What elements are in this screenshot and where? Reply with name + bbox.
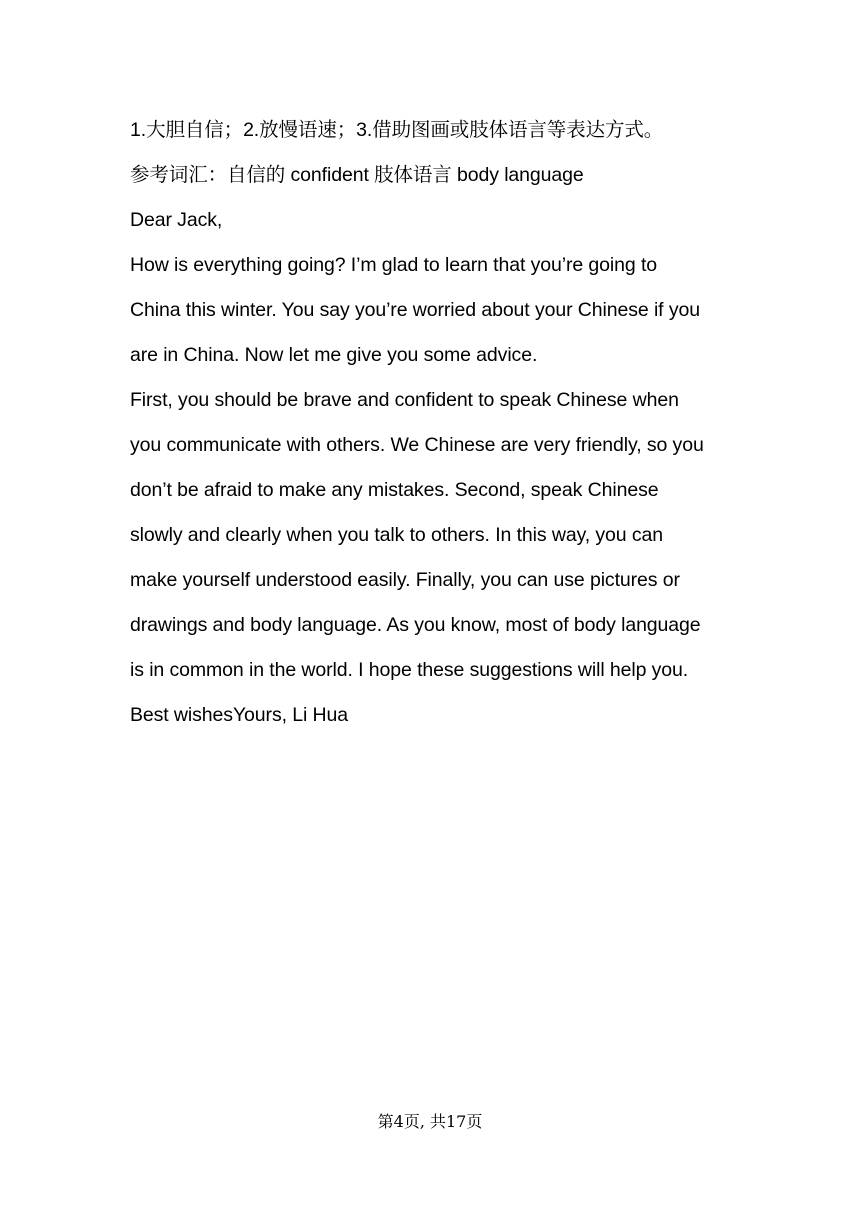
letter-text-line: make yourself understood easily. Finally, you can use pictures or [130, 569, 680, 591]
letter-greeting: Dear Jack, [130, 209, 223, 231]
letter-text-line: First, you should be brave and confident to speak Chinese when [130, 389, 679, 411]
letter-text-line: are in China. Now let me give you some advice. [130, 344, 538, 366]
letter-text-line: drawings and body language. As you know, most of body language [130, 614, 701, 636]
vocabulary-line: 参考词汇：自信的 confident 肢体语言 body language [130, 164, 584, 186]
letter-text-line: How is everything going? I’m glad to learn that you’re going to [130, 254, 658, 276]
letter-text-line: you communicate with others. We Chinese are very friendly, so you [130, 434, 704, 456]
letter-text-line: don’t be afraid to make any mistakes. Second, speak Chinese [130, 479, 659, 501]
letter-text-line: China this winter. You say you’re worried about your Chinese if you [130, 299, 700, 321]
document-body [130, 108, 750, 738]
letter-text-line: slowly and clearly when you talk to others. In this way, you can [130, 524, 664, 546]
page-number: 第4页, 共17页 [377, 1112, 483, 1131]
letter-closing: Best wishesYours, Li Hua [130, 704, 348, 726]
letter-text-line: is in common in the world. I hope these suggestions will help you. [130, 659, 689, 681]
hint-line: 1.大胆自信；2.放慢语速；3.借助图画或肢体语言等表达方式。 [130, 119, 664, 141]
